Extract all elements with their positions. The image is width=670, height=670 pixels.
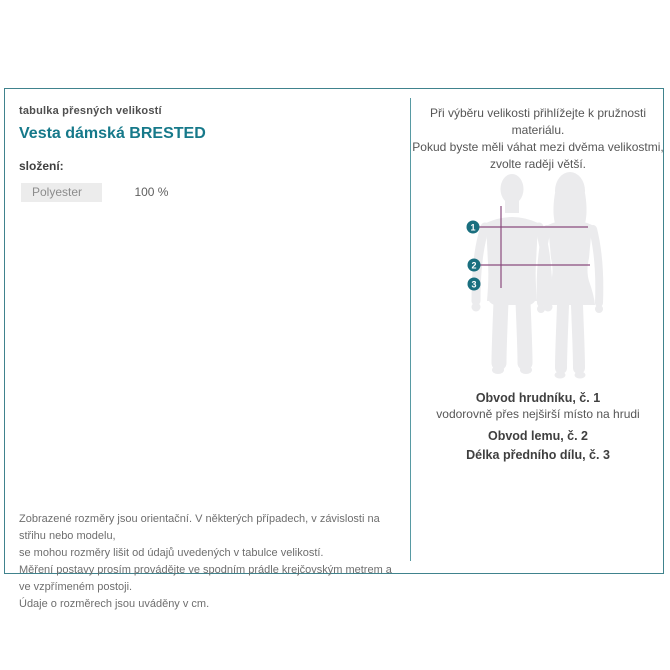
size-advice-line: zvolte raději větší. (489, 157, 587, 171)
marker-1-number: 1 (470, 222, 476, 233)
measurement-label-chest: Obvod hrudníku, č. 1 (475, 391, 601, 405)
body-measurement-figure (440, 163, 660, 389)
disclaimer-line: Měření postavy prosím provádějte ve spodním prádle krejčovským metrem a ve vzpřímeném postoji. (19, 564, 392, 593)
disclaimer-line: se mohou rozměry lišit od údajů uvedených v tabulce velikostí. (19, 547, 324, 559)
marker-2-number: 2 (471, 260, 477, 271)
disclaimer-line: Zobrazené rozměry jsou orientační. V některých případech, v závislosti na střihu nebo modelu, (19, 513, 380, 542)
disclaimer-text (19, 511, 399, 613)
marker-3-number: 3 (471, 279, 477, 290)
table-subtitle: tabulka přesných velikostí (19, 105, 162, 117)
disclaimer-line: Údaje o rozměrech jsou uváděny v cm. (19, 598, 210, 610)
right-panel (411, 89, 665, 573)
material-name-chip: Polyester (21, 183, 102, 202)
measurement-label-front-length: Délka předního dílu, č. 3 (466, 448, 610, 462)
material-percent: 100 % (134, 185, 169, 199)
product-title: Vesta dámská BRESTED (19, 125, 206, 142)
measurement-desc-chest: vodorovně přes nejširší místo na hrudi (436, 407, 640, 421)
measurement-label-hem: Obvod lemu, č. 2 (487, 429, 589, 443)
composition-row (21, 183, 168, 202)
size-advice-line: Pokud byste měli váhat mezi dvěma velikostmi, (412, 140, 664, 154)
size-advice-line: Při výběru velikosti přihlížejte k pružnosti materiálu. (429, 106, 647, 137)
size-chart-sheet (4, 88, 664, 610)
composition-label: složení: (19, 159, 64, 173)
left-panel (5, 89, 410, 610)
